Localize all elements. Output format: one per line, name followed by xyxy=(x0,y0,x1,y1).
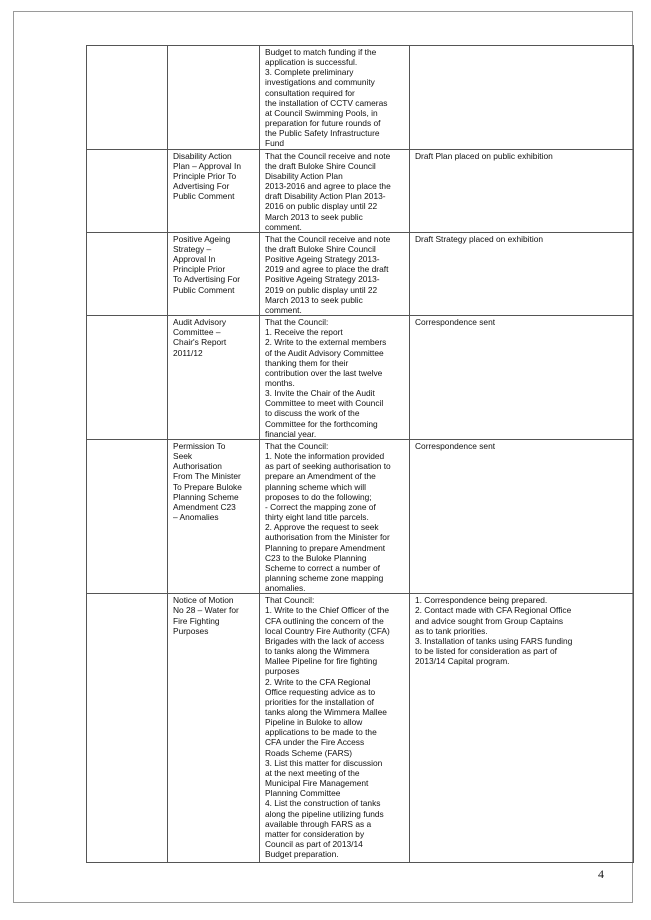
item-cell xyxy=(168,594,260,863)
blank-cell xyxy=(87,439,168,593)
resolution-cell xyxy=(260,316,410,440)
blank-cell xyxy=(87,149,168,232)
cell-text-line: 3. Invite the Chair of the Audit xyxy=(265,388,375,399)
cell-text-line: the Public Safety Infrastructure xyxy=(265,128,380,139)
cell-text-line: March 2013 to seek public xyxy=(265,294,363,305)
cell-text-line: financial year. xyxy=(265,428,317,439)
cell-text-line: Scheme to correct a number of xyxy=(265,562,380,573)
cell-text-line: planning scheme which will xyxy=(265,481,367,492)
cell-text-line: C23 to the Buloke Planning xyxy=(265,552,367,563)
cell-text-line: That the Council receive and note xyxy=(265,150,391,161)
cell-text-line: 2. Write to the external members xyxy=(265,337,387,348)
cell-text-line: 1. Correspondence being prepared. xyxy=(415,595,548,606)
cell-text-line: 2013/14 Capital program. xyxy=(415,656,510,667)
action-cell xyxy=(410,46,634,150)
cell-text-line: to be listed for consideration as part of xyxy=(415,646,557,657)
cell-text-line: consultation required for xyxy=(265,87,355,98)
resolution-cell xyxy=(260,149,410,232)
cell-text-line: of the Audit Advisory Committee xyxy=(265,347,384,358)
cell-text-line: priorities for the installation of xyxy=(265,696,374,707)
cell-text-line: - Correct the mapping zone of xyxy=(265,501,376,512)
cell-text-line: Permission To xyxy=(173,440,226,451)
cell-text-line: 4. List the construction of tanks xyxy=(265,798,381,809)
cell-text-line: available through FARS as a xyxy=(265,818,372,829)
cell-text-line: To Advertising For xyxy=(173,274,241,285)
blank-cell xyxy=(87,594,168,863)
cell-text-line: Planning Committee xyxy=(265,788,341,799)
cell-text-line: Draft Strategy placed on exhibition xyxy=(415,233,544,244)
cell-text-line: as part of seeking authorisation to xyxy=(265,461,391,472)
cell-text-line: 2013-2016 and agree to place the xyxy=(265,181,391,192)
cell-text-line: Positive Ageing xyxy=(173,233,231,244)
table-row xyxy=(87,46,634,150)
cell-text-line: Strategy – xyxy=(173,243,212,254)
page-number: 4 xyxy=(598,867,604,881)
cell-text-line: From The Minister xyxy=(173,471,241,482)
cell-text-line: Purposes xyxy=(173,625,209,636)
cell-text-line: 2019 and agree to place the draft xyxy=(265,264,389,275)
cell-text-line: at Council Swimming Pools, in xyxy=(265,107,378,118)
cell-text-line: 2. Write to the CFA Regional xyxy=(265,676,371,687)
cell-text-line: Mallee Pipeline for fire fighting xyxy=(265,656,378,667)
resolution-cell xyxy=(260,594,410,863)
cell-text-line: local Country Fire Authority (CFA) xyxy=(265,625,390,636)
cell-text-line: at the next meeting of the xyxy=(265,767,360,778)
cell-text-line: along the pipeline utilizing funds xyxy=(265,808,384,819)
cell-text-line: 2019 on public display until 22 xyxy=(265,284,378,295)
cell-text-line: That the Council: xyxy=(265,440,329,451)
cell-text-line: matter for consideration by xyxy=(265,828,365,839)
cell-text-line: Disability Action xyxy=(173,150,232,161)
cell-text-line: 3. Installation of tanks using FARS funding xyxy=(415,635,573,646)
cell-text-line: and advice sought from Group Captains xyxy=(415,615,564,626)
cell-text-line: proposes to do the following; xyxy=(265,491,372,502)
cell-text-line: Positive Ageing Strategy 2013- xyxy=(265,254,380,265)
cell-text-line: thirty eight land title parcels. xyxy=(265,512,369,523)
action-cell xyxy=(410,316,634,440)
cell-text-line: contribution over the last twelve xyxy=(265,367,383,378)
cell-text-line: as to tank priorities. xyxy=(415,625,488,636)
cell-text-line: Principle Prior xyxy=(173,264,226,275)
cell-text-line: Public Comment xyxy=(173,191,235,202)
resolution-cell xyxy=(260,46,410,150)
cell-text-line: Pipeline in Buloke to allow xyxy=(265,717,363,728)
cell-text-line: months. xyxy=(265,378,295,388)
item-cell xyxy=(168,316,260,440)
cell-text-line: the draft Buloke Shire Council xyxy=(265,243,376,254)
cell-text-line: tanks along the Wimmera Mallee xyxy=(265,707,387,717)
cell-text-line: purposes xyxy=(265,666,300,677)
table-row xyxy=(87,439,634,593)
cell-text-line: Budget preparation. xyxy=(265,849,339,860)
cell-text-line: Public Comment xyxy=(173,284,235,295)
cell-text-line: Audit Advisory xyxy=(173,317,227,328)
cell-text-line: draft Disability Action Plan 2013- xyxy=(265,191,386,202)
cell-text-line: Correspondence sent xyxy=(415,440,496,451)
cell-text-line: Budget to match funding if the xyxy=(265,47,377,57)
cell-text-line: Office requesting advice as to xyxy=(265,686,376,697)
cell-text-line: Roads Scheme (FARS) xyxy=(265,747,353,758)
cell-text-line: 1. Write to the Chief Officer of the xyxy=(265,605,389,616)
cell-text-line: Brigades with the lack of access xyxy=(265,635,385,646)
cell-text-line: preparation for future rounds of xyxy=(265,118,381,129)
cell-text-line: Approval In xyxy=(173,254,216,265)
cell-text-line: Municipal Fire Management xyxy=(265,778,369,789)
table-row xyxy=(87,594,634,863)
cell-text-line: Seek xyxy=(173,451,193,462)
action-table-body xyxy=(87,46,634,863)
cell-text-line: prepare an Amendment of the xyxy=(265,471,376,482)
cell-text-line: authorisation from the Minister for xyxy=(265,532,390,543)
cell-text-line: Chair's Report xyxy=(173,337,227,348)
cell-text-line: the installation of CCTV cameras xyxy=(265,97,388,108)
table-row xyxy=(87,149,634,232)
item-cell xyxy=(168,46,260,150)
cell-text-line: That the Council: xyxy=(265,317,329,328)
cell-text-line: – Anomalies xyxy=(173,512,219,523)
cell-text-line: To Prepare Buloke xyxy=(173,481,242,492)
cell-text-line: That Council: xyxy=(265,595,315,606)
cell-text-line: Fund xyxy=(265,138,285,149)
cell-text-line: Draft Plan placed on public exhibition xyxy=(415,150,553,161)
action-table xyxy=(86,45,634,863)
cell-text-line: Positive Ageing Strategy 2013- xyxy=(265,274,380,285)
cell-text-line: Amendment C23 xyxy=(173,501,236,512)
cell-text-line: 3. List this matter for discussion xyxy=(265,757,383,768)
cell-text-line: Plan – Approval In xyxy=(173,160,241,171)
blank-cell xyxy=(87,232,168,315)
blank-cell xyxy=(87,46,168,150)
cell-text-line: CFA under the Fire Access xyxy=(265,737,365,748)
cell-text-line: planning scheme zone mapping xyxy=(265,572,384,583)
cell-text-line: applications to be made to the xyxy=(265,727,377,738)
action-cell xyxy=(410,439,634,593)
cell-text-line: comment. xyxy=(265,304,302,315)
cell-text-line: Notice of Motion xyxy=(173,595,234,606)
cell-text-line: anomalies. xyxy=(265,583,306,594)
cell-text-line: Planning Scheme xyxy=(173,491,239,502)
cell-text-line: to tanks along the Wimmera xyxy=(265,646,370,657)
action-cell xyxy=(410,232,634,315)
action-cell xyxy=(410,149,634,232)
resolution-cell xyxy=(260,439,410,593)
cell-text-line: No 28 – Water for xyxy=(173,605,239,616)
item-cell xyxy=(168,149,260,232)
cell-text-line: application is successful. xyxy=(265,57,358,68)
cell-text-line: 2011/12 xyxy=(173,347,203,358)
cell-text-line: comment. xyxy=(265,221,302,232)
cell-text-line: Advertising For xyxy=(173,181,230,192)
item-cell xyxy=(168,439,260,593)
cell-text-line: to discuss the work of the xyxy=(265,408,360,419)
cell-text-line: 3. Complete preliminary xyxy=(265,67,354,78)
cell-text-line: 2. Contact made with CFA Regional Office xyxy=(415,605,572,616)
cell-text-line: Authorisation xyxy=(173,461,222,472)
cell-text-line: investigations and community xyxy=(265,77,375,88)
cell-text-line: Fire Fighting xyxy=(173,615,220,626)
item-cell xyxy=(168,232,260,315)
cell-text-line: Committee to meet with Council xyxy=(265,398,384,409)
cell-text-line: March 2013 to seek public xyxy=(265,211,363,222)
table-row xyxy=(87,316,634,440)
cell-text-line: thanking them for their xyxy=(265,357,349,368)
cell-text-line: CFA outlining the concern of the xyxy=(265,615,384,626)
cell-text-line: Committee for the forthcoming xyxy=(265,418,378,429)
cell-text-line: the draft Buloke Shire Council xyxy=(265,160,376,171)
cell-text-line: Correspondence sent xyxy=(415,317,496,328)
cell-text-line: 1. Receive the report xyxy=(265,327,343,338)
cell-text-line: Principle Prior To xyxy=(173,170,237,181)
cell-text-line: 2016 on public display until 22 xyxy=(265,201,378,212)
cell-text-line: Disability Action Plan xyxy=(265,170,343,181)
cell-text-line: Council as part of 2013/14 xyxy=(265,839,363,850)
cell-text-line: Committee – xyxy=(173,327,221,338)
resolution-cell xyxy=(260,232,410,315)
cell-text-line: That the Council receive and note xyxy=(265,233,391,244)
cell-text-line: 2. Approve the request to seek xyxy=(265,522,379,533)
table-row xyxy=(87,232,634,315)
action-cell xyxy=(410,594,634,863)
blank-cell xyxy=(87,316,168,440)
cell-text-line: 1. Note the information provided xyxy=(265,451,385,462)
cell-text-line: Planning to prepare Amendment xyxy=(265,542,386,553)
